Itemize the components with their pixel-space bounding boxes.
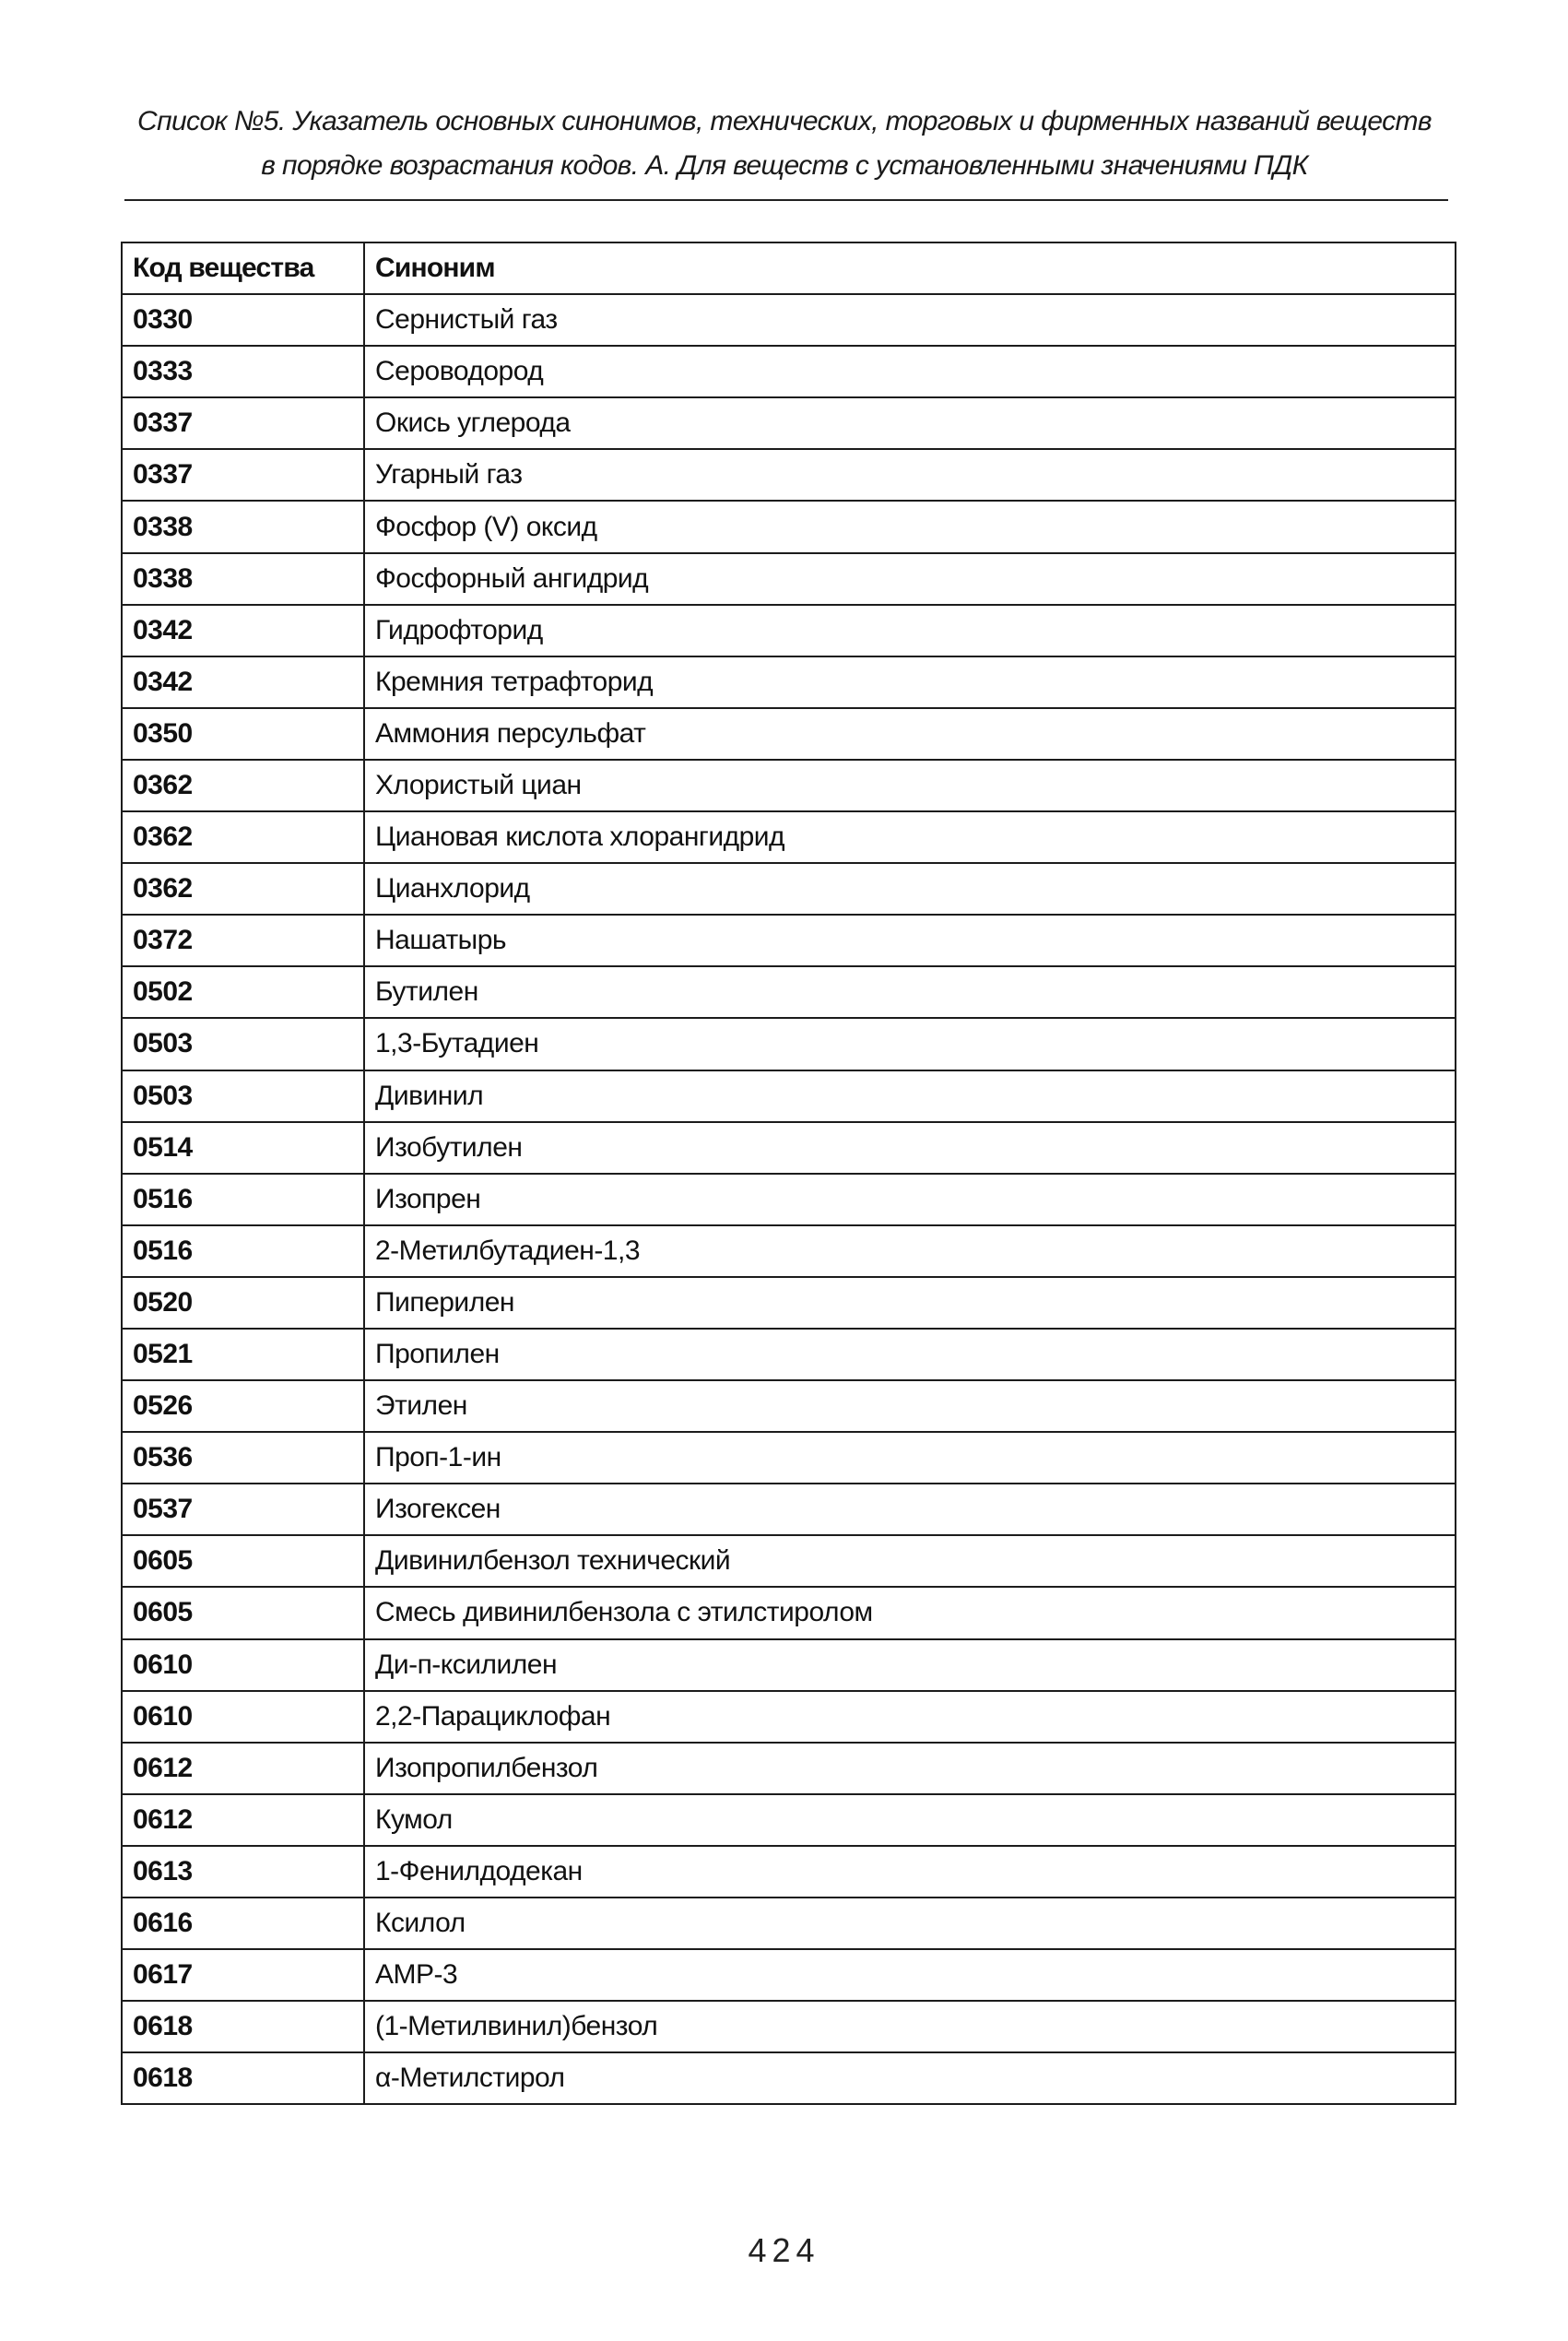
table-row — [122, 1380, 1456, 1432]
table-row — [122, 1225, 1456, 1277]
substance-code-cell: 0618 — [122, 2001, 364, 2052]
table-row — [122, 449, 1456, 501]
table-row — [122, 1484, 1456, 1535]
table-row — [122, 397, 1456, 449]
substance-code-cell: 0330 — [122, 294, 364, 346]
synonym-cell: Этилен — [364, 1380, 1456, 1432]
substance-code-cell: 0362 — [122, 760, 364, 811]
table-row — [122, 501, 1456, 552]
synonym-cell: α-Метилстирол — [364, 2052, 1456, 2104]
table-row — [122, 1898, 1456, 1949]
table-row — [122, 2001, 1456, 2052]
synonym-cell: Аммония персульфат — [364, 708, 1456, 760]
synonym-cell: Окись углерода — [364, 397, 1456, 449]
table-row — [122, 1329, 1456, 1380]
table-row — [122, 1174, 1456, 1225]
column-header-synonym: Синоним — [364, 242, 1456, 294]
substance-code-cell: 0536 — [122, 1432, 364, 1484]
synonyms-table — [121, 242, 1456, 2105]
synonym-cell: Изопрен — [364, 1174, 1456, 1225]
synonym-cell: Нашатырь — [364, 915, 1456, 966]
synonym-cell: Бутилен — [364, 966, 1456, 1018]
substance-code-cell: 0342 — [122, 656, 364, 708]
table-row — [122, 1743, 1456, 1794]
substance-code-cell: 0616 — [122, 1898, 364, 1949]
table-row — [122, 811, 1456, 863]
table-row — [122, 915, 1456, 966]
table-header-row — [122, 242, 1456, 294]
synonym-cell: Дивинил — [364, 1070, 1456, 1122]
synonym-cell: Кремния тетрафторид — [364, 656, 1456, 708]
substance-code-cell: 0516 — [122, 1225, 364, 1277]
table-row — [122, 1432, 1456, 1484]
substance-code-cell: 0526 — [122, 1380, 364, 1432]
synonym-cell: Проп-1-ин — [364, 1432, 1456, 1484]
substance-code-cell: 0610 — [122, 1639, 364, 1691]
header-line-1: Список №5. Указатель основных синонимов, технических, торговых и фирменных названий веществ — [137, 106, 1432, 136]
synonym-cell: Пиперилен — [364, 1277, 1456, 1329]
table-row — [122, 966, 1456, 1018]
table-body — [122, 294, 1456, 2104]
table-row — [122, 1122, 1456, 1174]
substance-code-cell: 0362 — [122, 811, 364, 863]
substance-code-cell: 0337 — [122, 449, 364, 501]
substance-code-cell: 0516 — [122, 1174, 364, 1225]
table-row — [122, 605, 1456, 656]
synonym-cell: Гидрофторид — [364, 605, 1456, 656]
substance-code-cell: 0503 — [122, 1070, 364, 1122]
substance-code-cell: 0520 — [122, 1277, 364, 1329]
table-row — [122, 346, 1456, 397]
column-header-code: Код вещества — [122, 242, 364, 294]
synonym-cell: Смесь дивинилбензола с этилстиролом — [364, 1587, 1456, 1638]
table-row — [122, 1018, 1456, 1070]
substance-code-cell: 0612 — [122, 1743, 364, 1794]
substance-code-cell: 0521 — [122, 1329, 364, 1380]
page-header — [124, 100, 1444, 188]
substance-code-cell: 0502 — [122, 966, 364, 1018]
table-row — [122, 1949, 1456, 2001]
substance-code-cell: 0610 — [122, 1691, 364, 1743]
synonym-cell: Циановая кислота хлорангидрид — [364, 811, 1456, 863]
synonym-cell: Хлористый циан — [364, 760, 1456, 811]
synonym-cell: Фосфорный ангидрид — [364, 553, 1456, 605]
substance-code-cell: 0613 — [122, 1846, 364, 1898]
synonym-cell: Изопропилбензол — [364, 1743, 1456, 1794]
synonym-cell: Изогексен — [364, 1484, 1456, 1535]
table-row — [122, 656, 1456, 708]
synonym-cell: Изобутилен — [364, 1122, 1456, 1174]
table-row — [122, 1535, 1456, 1587]
substance-code-cell: 0362 — [122, 863, 364, 915]
synonym-cell: Цианхлорид — [364, 863, 1456, 915]
substance-code-cell: 0617 — [122, 1949, 364, 2001]
synonym-cell: Фосфор (V) оксид — [364, 501, 1456, 552]
substance-code-cell: 0338 — [122, 553, 364, 605]
synonym-cell: (1-Метилвинил)бензол — [364, 2001, 1456, 2052]
table-row — [122, 1794, 1456, 1846]
synonym-cell: 1-Фенилдодекан — [364, 1846, 1456, 1898]
table-row — [122, 863, 1456, 915]
table-row — [122, 294, 1456, 346]
substance-code-cell: 0372 — [122, 915, 364, 966]
synonym-cell: АМР-3 — [364, 1949, 1456, 2001]
table-row — [122, 2052, 1456, 2104]
substance-code-cell: 0605 — [122, 1587, 364, 1638]
synonym-cell: Пропилен — [364, 1329, 1456, 1380]
substance-code-cell: 0337 — [122, 397, 364, 449]
substance-code-cell: 0333 — [122, 346, 364, 397]
substance-code-cell: 0537 — [122, 1484, 364, 1535]
table-row — [122, 1070, 1456, 1122]
synonym-cell: 1,3-Бутадиен — [364, 1018, 1456, 1070]
table-row — [122, 1639, 1456, 1691]
table-row — [122, 760, 1456, 811]
synonym-cell: Кумол — [364, 1794, 1456, 1846]
table-row — [122, 1691, 1456, 1743]
substance-code-cell: 0338 — [122, 501, 364, 552]
synonym-cell: 2-Метилбутадиен-1,3 — [364, 1225, 1456, 1277]
page-number: 424 — [748, 2231, 820, 2269]
substance-code-cell: 0350 — [122, 708, 364, 760]
header-divider — [124, 199, 1448, 201]
substance-code-cell: 0618 — [122, 2052, 364, 2104]
table-row — [122, 1277, 1456, 1329]
substance-code-cell: 0612 — [122, 1794, 364, 1846]
substance-code-cell: 0503 — [122, 1018, 364, 1070]
synonym-cell: Сероводород — [364, 346, 1456, 397]
synonym-cell: Сернистый газ — [364, 294, 1456, 346]
substance-code-cell: 0342 — [122, 605, 364, 656]
synonym-cell: Дивинилбензол технический — [364, 1535, 1456, 1587]
substance-code-cell: 0605 — [122, 1535, 364, 1587]
synonym-cell: 2,2-Парациклофан — [364, 1691, 1456, 1743]
table-row — [122, 708, 1456, 760]
synonym-cell: Угарный газ — [364, 449, 1456, 501]
substance-code-cell: 0514 — [122, 1122, 364, 1174]
table-row — [122, 1587, 1456, 1638]
table-row — [122, 1846, 1456, 1898]
header-line-2: в порядке возрастания кодов. А. Для веществ с установленными значениями ПДК — [261, 150, 1308, 181]
synonym-cell: Ксилол — [364, 1898, 1456, 1949]
table-row — [122, 553, 1456, 605]
synonym-cell: Ди-п-ксилилен — [364, 1639, 1456, 1691]
